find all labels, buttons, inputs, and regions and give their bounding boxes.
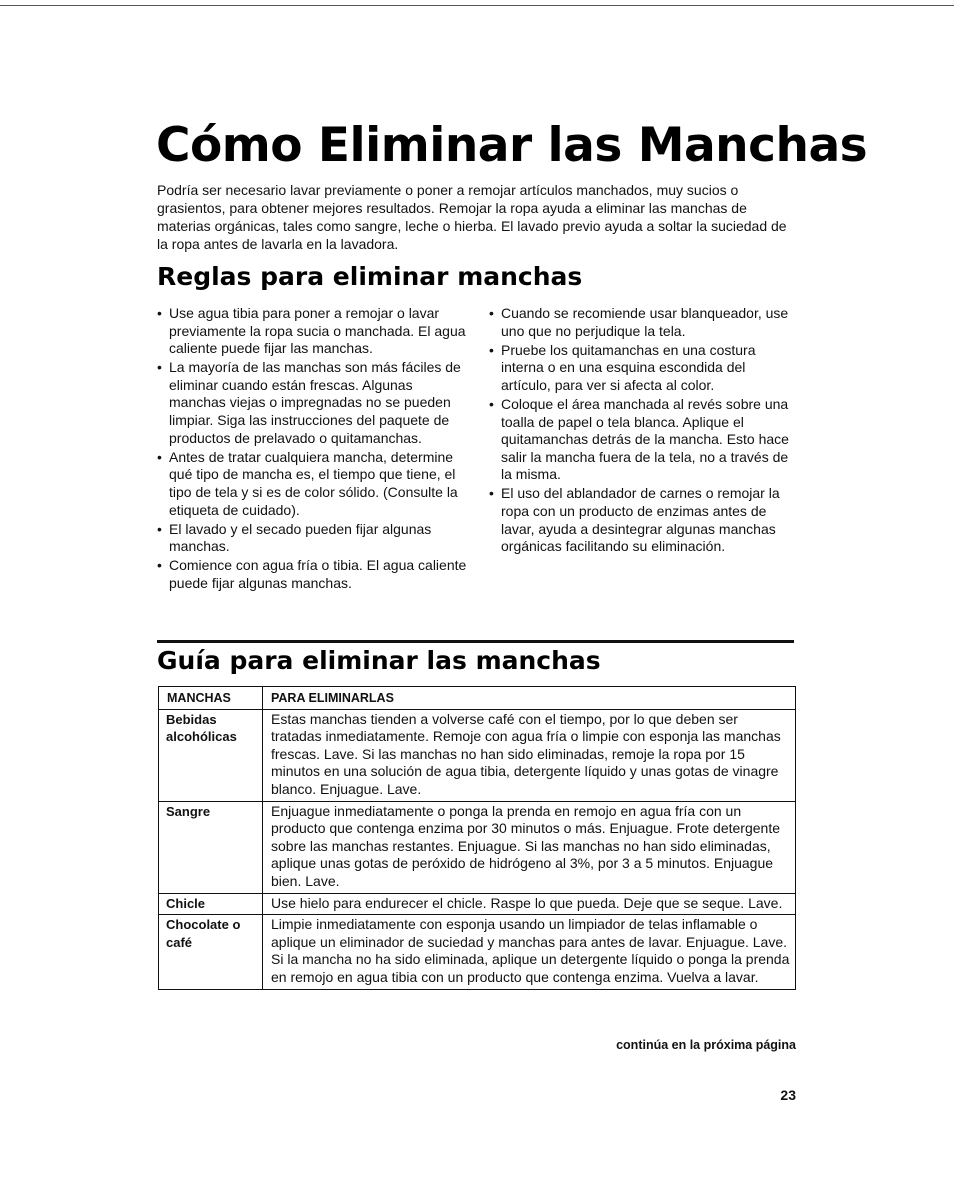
page-number: 23 [780, 1087, 796, 1103]
table-row [159, 801, 796, 893]
column-header-stain: MANCHAS [159, 687, 263, 710]
rule-item: • Cuando se recomiende usar blanqueador, use uno que no perjudique la tela. [489, 305, 794, 340]
top-rule [0, 5, 954, 6]
stain-name: Chocolate o café [159, 915, 263, 989]
rule-item: • La mayoría de las manchas son más fáciles de eliminar cuando están frescas. Algunas manchas viejas o impregnadas no se pueden limpiar. Siga las instrucciones del paquete de productos de prelavado o quitamanchas. [157, 359, 467, 447]
stain-method: Limpie inmediatamente con esponja usando un limpiador de telas inflamable o aplique un eliminador de suciedad y manchas para antes de lavar. Enjuague. Lave. Si la mancha no ha sido eliminada, aplique un detergente líquido o ponga la prenda en remojo en agua tibia con un producto que contenga enzima. Vuelva a lavar. [263, 915, 796, 989]
table-row [159, 709, 796, 801]
stain-method: Use hielo para endurecer el chicle. Raspe lo que pueda. Deje que se seque. Lave. [263, 893, 796, 915]
stain-method: Enjuague inmediatamente o ponga la prenda en remojo en agua fría con un producto que contenga enzima por 30 minutos o más. Enjuague. Frote detergente sobre las manchas restantes. Enjuague. Si las manchas no han sido eliminadas, aplique unas gotas de peróxido de hidrógeno al 3%, por 3 a 5 minutos. Enjuague bien. Lave. [263, 801, 796, 893]
column-header-method: PARA ELIMINARLAS [263, 687, 796, 710]
intro-paragraph: Podría ser necesario lavar previamente o poner a remojar artículos manchados, muy sucios o grasientos, para obtener mejores resultados. Remojar la ropa ayuda a eliminar las manchas de materias orgánicas, tales como sangre, leche o hierba. El lavado previo ayuda a soltar la suciedad de la ropa antes de lavarla en la lavadora. [157, 182, 787, 252]
page-title: Cómo Eliminar las Manchas [156, 118, 868, 173]
stain-method: Estas manchas tienden a volverse café con el tiempo, por lo que deben ser tratadas inmediatamente. Remoje con agua fría o limpie con esponja las manchas frescas. Lave. Si las manchas no han sido eliminadas, remoje la ropa por 15 minutos en una solución de agua tibia, detergente líquido y unas gotas de vinagre blanco. Enjuague. Lave. [263, 709, 796, 801]
stain-name: Sangre [159, 801, 263, 893]
rule-item: • Antes de tratar cualquiera mancha, determine qué tipo de mancha es, el tiempo que tiene, el tipo de tela y si es de color sólido. (Consulte la etiqueta de cuidado). [157, 449, 467, 519]
rules-list-right [489, 305, 794, 557]
rule-item: • El uso del ablandador de carnes o remojar la ropa con un producto de enzimas antes de lavar, ayuda a desintegrar algunas manchas orgánicas facilitando su eliminación. [489, 485, 794, 555]
table-row [159, 893, 796, 915]
rule-item: • Pruebe los quitamanchas en una costura interna o en una esquina escondida del artículo, para ver si afecta al color. [489, 342, 794, 395]
section-divider [157, 640, 794, 643]
rules-list-left [157, 305, 467, 594]
stain-name: Bebidas alcohólicas [159, 709, 263, 801]
table-header-row [159, 687, 796, 710]
rule-item: • El lavado y el secado pueden fijar algunas manchas. [157, 521, 467, 556]
table-row [159, 915, 796, 989]
guide-heading: Guía para eliminar las manchas [157, 646, 601, 675]
rule-item: • Use agua tibia para poner a remojar o lavar previamente la ropa sucia o manchada. El agua caliente puede fijar las manchas. [157, 305, 467, 358]
stain-guide-table [158, 686, 796, 990]
stain-name: Chicle [159, 893, 263, 915]
continues-note: continúa en la próxima página [616, 1038, 796, 1052]
rule-item: • Coloque el área manchada al revés sobre una toalla de papel o tela blanca. Aplique el quitamanchas detrás de la mancha. Esto hace salir la mancha fuera de la tela, no a través de la misma. [489, 396, 794, 484]
rule-item: • Comience con agua fría o tibia. El agua caliente puede fijar algunas manchas. [157, 557, 467, 592]
rules-heading: Reglas para eliminar manchas [157, 262, 583, 291]
